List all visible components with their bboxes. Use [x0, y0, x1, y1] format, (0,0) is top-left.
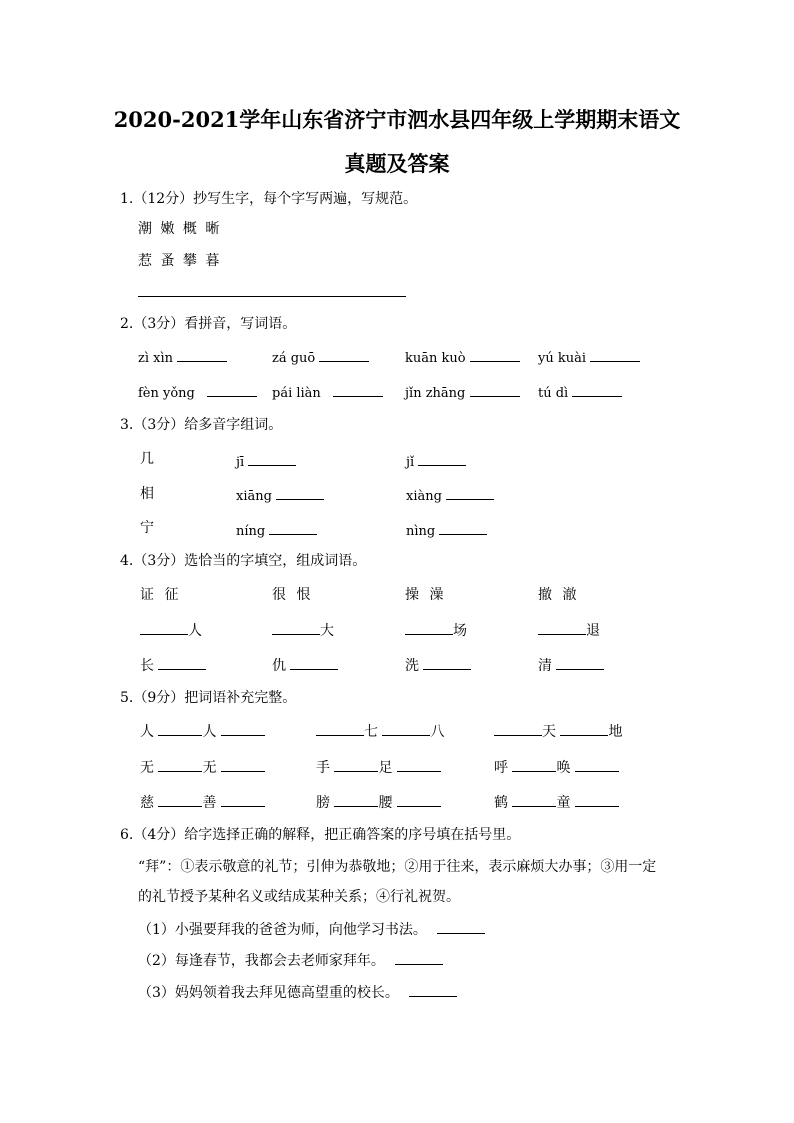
question-4-stem: 4.（3分）选恰当的字填空，组成词语。: [120, 553, 367, 569]
answer-blank[interactable]: [560, 721, 608, 736]
question-3-stem: 3.（3分）给多音字组词。: [120, 417, 283, 433]
answer-blank[interactable]: [418, 451, 466, 466]
page-title-line2: 真题及答案: [344, 151, 450, 176]
sentence-item: （1）小强要拜我的爸爸为师，向他学习书法。: [138, 919, 485, 939]
idiom-item: 人 人: [140, 721, 265, 741]
char-pair: 操 澡: [405, 587, 447, 603]
question-1-chars-row2: 惹 蚤 攀 暮: [138, 253, 222, 269]
answer-blank[interactable]: [158, 757, 202, 772]
idiom-item: 手 足: [316, 757, 441, 777]
answer-blank[interactable]: [272, 620, 320, 635]
answer-blank[interactable]: [221, 721, 265, 736]
char-pair: 证 征: [140, 587, 182, 603]
answer-blank[interactable]: [405, 620, 453, 635]
pinyin-item: yú kuài: [538, 347, 640, 366]
pinyin-item: jǐn zhāng: [405, 382, 520, 401]
sentence-item: （2）每逢春节，我都会去老师家拜年。: [138, 950, 443, 970]
pinyin-item: kuān kuò: [405, 347, 520, 366]
question-6-stem: 6.（4分）给字选择正确的解释，把正确答案的序号填在括号里。: [120, 827, 521, 843]
answer-blank[interactable]: [437, 919, 485, 934]
answer-blank[interactable]: [158, 655, 206, 670]
question-1-answer-line[interactable]: [138, 296, 406, 297]
idiom-item: 慈 善: [140, 792, 265, 812]
idiom-item: 七 八: [316, 721, 444, 741]
answer-blank[interactable]: [248, 451, 296, 466]
fill-item: 人: [140, 620, 202, 640]
answer-blank[interactable]: [334, 792, 378, 807]
answer-blank[interactable]: [221, 792, 265, 807]
answer-blank[interactable]: [590, 347, 640, 362]
pinyin-item: zá guō: [272, 347, 369, 366]
definition-line-2: 的礼节授予某种名义或结成某种关系；④行礼祝贺。: [138, 889, 460, 905]
answer-blank[interactable]: [397, 757, 441, 772]
answer-blank[interactable]: [572, 382, 622, 397]
polyphone-char: 相: [140, 486, 154, 502]
answer-blank[interactable]: [177, 347, 227, 362]
answer-blank[interactable]: [512, 757, 556, 772]
fill-item: 大: [272, 620, 334, 640]
polyphone-pinyin: jǐ: [406, 451, 466, 470]
answer-blank[interactable]: [382, 721, 430, 736]
fill-item: 仇: [272, 655, 338, 675]
definition-line-1: “拜”：①表示敬意的礼节；引伸为恭敬地；②用于往来，表示麻烦大办事；③用一定: [138, 859, 657, 875]
answer-blank[interactable]: [538, 620, 586, 635]
answer-blank[interactable]: [333, 382, 383, 397]
answer-blank[interactable]: [494, 721, 542, 736]
answer-blank[interactable]: [221, 757, 265, 772]
answer-blank[interactable]: [158, 792, 202, 807]
polyphone-pinyin: nìng: [406, 520, 487, 539]
polyphone-char: 宁: [140, 520, 154, 536]
answer-blank[interactable]: [140, 620, 188, 635]
answer-blank[interactable]: [158, 721, 202, 736]
answer-blank[interactable]: [409, 982, 457, 997]
char-pair: 撤 澈: [538, 587, 580, 603]
idiom-item: 呼 唤: [494, 757, 619, 777]
question-1-chars-row1: 潮 嫩 概 晰: [138, 221, 222, 237]
answer-blank[interactable]: [397, 792, 441, 807]
pinyin-item: pái liàn: [272, 382, 383, 401]
fill-item: 场: [405, 620, 467, 640]
answer-blank[interactable]: [446, 485, 494, 500]
question-2-stem: 2.（3分）看拼音，写词语。: [120, 316, 297, 332]
sentence-item: （3）妈妈领着我去拜见德高望重的校长。: [138, 982, 457, 1002]
question-1-stem: 1.（12分）抄写生字，每个字写两遍，写规范。: [120, 191, 418, 207]
idiom-item: 鹤 童: [494, 792, 619, 812]
answer-blank[interactable]: [575, 757, 619, 772]
polyphone-pinyin: níng: [236, 520, 317, 539]
answer-blank[interactable]: [556, 655, 604, 670]
fill-item: 洗: [405, 655, 471, 675]
page-title: 2020-2021学年山东省济宁市泗水县四年级上学期期末语文: [113, 107, 681, 132]
char-pair: 很 恨: [272, 587, 314, 603]
answer-blank[interactable]: [470, 347, 520, 362]
answer-blank[interactable]: [207, 382, 257, 397]
pinyin-item: tú dì: [538, 382, 622, 401]
answer-blank[interactable]: [290, 655, 338, 670]
answer-blank[interactable]: [470, 382, 520, 397]
answer-blank[interactable]: [319, 347, 369, 362]
fill-item: 退: [538, 620, 600, 640]
answer-blank[interactable]: [269, 520, 317, 535]
polyphone-char: 几: [140, 451, 154, 467]
fill-item: 清: [538, 655, 604, 675]
idiom-item: 天 地: [494, 721, 622, 741]
idiom-item: 无 无: [140, 757, 265, 777]
idiom-item: 膀 腰: [316, 792, 441, 812]
fill-item: 长: [140, 655, 206, 675]
answer-blank[interactable]: [575, 792, 619, 807]
question-5-stem: 5.（9分）把词语补充完整。: [120, 690, 297, 706]
pinyin-item: zì xìn: [138, 347, 227, 366]
answer-blank[interactable]: [334, 757, 378, 772]
pinyin-item: fèn yǒng: [138, 382, 257, 401]
answer-blank[interactable]: [439, 520, 487, 535]
polyphone-pinyin: jī: [236, 451, 296, 470]
answer-blank[interactable]: [512, 792, 556, 807]
polyphone-pinyin: xiāng: [236, 485, 324, 504]
answer-blank[interactable]: [276, 485, 324, 500]
answer-blank[interactable]: [395, 950, 443, 965]
polyphone-pinyin: xiàng: [406, 485, 494, 504]
answer-blank[interactable]: [316, 721, 364, 736]
answer-blank[interactable]: [423, 655, 471, 670]
